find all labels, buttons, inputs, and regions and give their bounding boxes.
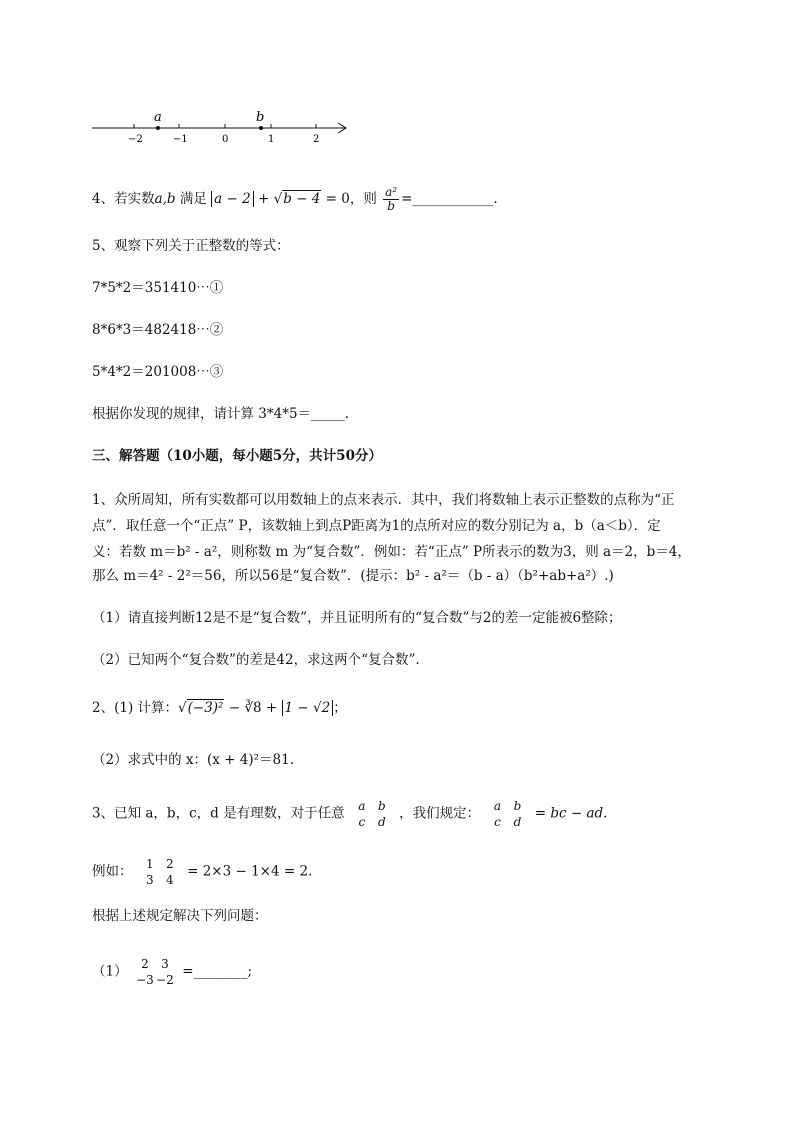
q4-fraction [383, 186, 399, 213]
matrix-cell: d [513, 815, 522, 829]
matrix-cell: −3 [136, 973, 154, 987]
p1-text-line: 义：若数 m＝b² - a²，则称数 m 为“复合数”．例如：若“正点” P所表示的数为3，则 a＝2，b＝4， [92, 544, 691, 560]
p3-sub1-label: （1） [92, 963, 128, 980]
matrix-cell: 2 [165, 857, 174, 871]
tick-label: 0 [222, 134, 229, 145]
p2-label: 2、(1) 计算： [92, 700, 179, 716]
matrix-cell: 1 [145, 857, 154, 871]
q4-frac-den: b [387, 199, 395, 213]
p3-sub1-end: ; [247, 963, 253, 980]
q4-answer-blank[interactable]: ____________ [412, 191, 494, 207]
q5-eq2: 8*6*3＝482418⋯② [92, 322, 224, 338]
q5-ask[interactable]: 根据你发现的规律，请计算 3*4*5＝_____. [92, 406, 350, 422]
p2-cbrt: ∛8 [244, 700, 262, 716]
matrix-cell: c [358, 815, 366, 829]
p2-end: ； [333, 700, 347, 716]
matrix-cell: −2 [156, 973, 174, 987]
matrix-cell: d [378, 815, 386, 829]
number-line [88, 104, 358, 148]
question-4: 4、若实数a,b 满足 a − 2 + √b − 4 = 0，则 $\frac{\text{a²}}{b}$ =____________. [92, 185, 498, 213]
point-b-dot [259, 126, 263, 130]
q4-frac-num: a² [385, 185, 398, 199]
p3-matrix-1 [352, 798, 392, 830]
p1-text-line: 点”．取任意一个“正点” P，该数轴上到点P距离为1的点所对应的数分别记为 a，b（a＜b）．定 [92, 518, 661, 534]
q5-eq1: 7*5*2＝351410⋯① [92, 280, 224, 296]
point-a-label: a [154, 110, 162, 125]
problem-2-part1: 2、(1) 计算：√(−3)² − ∛8 + 1 − √2 ； [92, 700, 347, 716]
tick-label: −1 [173, 134, 188, 145]
q4-eq0: = 0，则 [321, 191, 377, 207]
q5-title: 5、观察下列关于正整数的等式： [92, 238, 290, 254]
q4-vars: a,b [154, 191, 176, 207]
matrix-cell: c [494, 815, 501, 829]
p3-example-label: 例如： [92, 863, 133, 880]
matrix-cell: b [513, 799, 522, 813]
q4-end: . [493, 191, 498, 207]
point-b-label: b [256, 110, 265, 125]
matrix-cell: 4 [165, 873, 174, 887]
p2-root1: (−3)² [187, 700, 224, 716]
q4-prefix: 4、若实数 [92, 191, 155, 207]
p3-sub1-eq: = [182, 963, 194, 980]
q4-eq: = [401, 191, 413, 207]
p3-text: 3、已知 a，b，c，d 是有理数，对于任意 [92, 805, 345, 822]
matrix-cell: a [493, 799, 502, 813]
section-title: 三、解答题（10小题，每小题5分，共计50分） [92, 448, 382, 464]
matrix-cell: a [358, 799, 366, 813]
p3-end: ． [603, 805, 617, 822]
tick-label: −2 [128, 134, 143, 145]
q4-sqrt-expr: b − 4 [283, 191, 321, 207]
p1-sub1: （1）请直接判断12是不是“复合数”，并且证明所有的“复合数”与2的差一定能被6整除； [92, 610, 622, 626]
matrix-cell: 3 [161, 957, 169, 971]
p1-text-line: 1、众所周知，所有实数都可以用数轴上的点来表示．其中，我们将数轴上表示正整数的点称为“正 [92, 492, 675, 508]
p2-plus: + [261, 700, 282, 716]
point-a-dot [156, 126, 160, 130]
tick-label: 2 [313, 134, 320, 145]
p2-minus: − [224, 700, 245, 716]
matrix-cell: 3 [145, 873, 154, 887]
p3-example-rule: = 2×3 − 1×4 = 2 [187, 863, 309, 880]
problem-3-intro [92, 798, 617, 830]
q4-mid: 满足 [175, 191, 207, 207]
p3-sub1-matrix [135, 956, 175, 988]
p1-text-line: 那么 m＝4² - 2²＝56，所以56是“复合数”．(提示：b² - a²＝（b - a）（b²+ab+a²）.) [92, 568, 614, 584]
p3-solve: 根据上述规定解决下列问题： [92, 908, 268, 924]
matrix-cell: 2 [141, 957, 149, 971]
tick-label: 1 [268, 134, 275, 145]
q4-abs-expr: a − 2 [211, 191, 254, 207]
p3-rule: = bc − ad [534, 805, 604, 822]
q5-eq3: 5*4*2＝201008⋯③ [92, 364, 224, 380]
p3-mid: ，我们规定： [399, 805, 481, 822]
p3-example-matrix [140, 856, 180, 888]
p3-sub1 [92, 956, 252, 988]
p3-matrix-2 [487, 798, 527, 830]
p2-abs: 1 − √2 [282, 700, 334, 716]
p1-sub2: （2）已知两个“复合数”的差是42，求这两个“复合数”. [92, 652, 420, 668]
p3-example-end: ． [308, 863, 322, 880]
q4-plus: + [258, 191, 270, 207]
matrix-cell: b [378, 799, 386, 813]
p2-sub2: （2）求式中的 x：(x + 4)²＝81. [92, 752, 295, 768]
p3-sub1-answer-blank[interactable]: ________ [193, 963, 248, 980]
p3-example [92, 856, 322, 888]
